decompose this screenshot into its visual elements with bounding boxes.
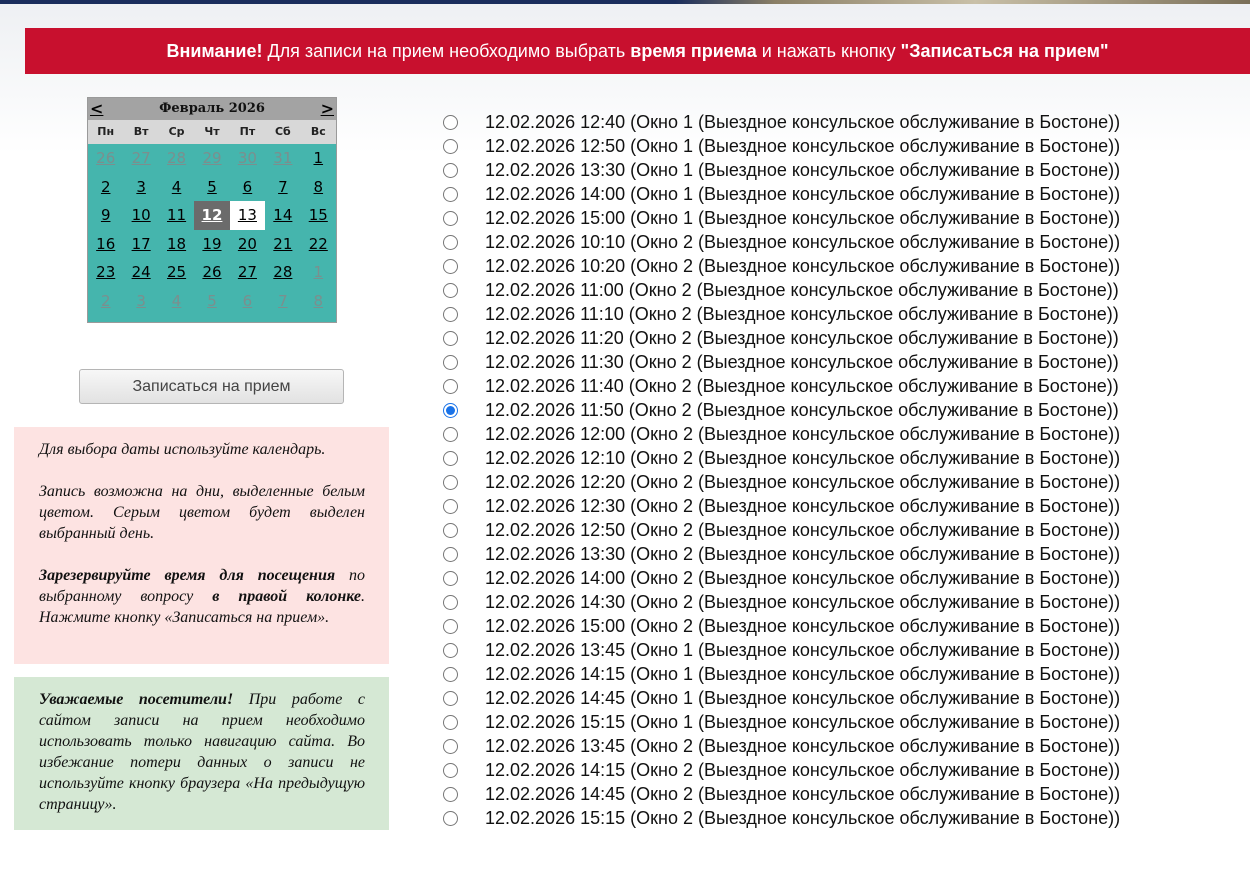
calendar-day: 26 <box>96 149 116 167</box>
time-slot-label: 12.02.2026 12:50 (Окно 1 (Выездное консульское обслуживание в Бостоне)) <box>485 135 1121 156</box>
calendar-day: 28 <box>167 149 187 167</box>
calendar-day: 3 <box>136 291 146 310</box>
radio-button[interactable] <box>443 739 458 754</box>
calendar-day[interactable]: 17 <box>131 234 151 253</box>
weekday-label: Вт <box>133 125 149 138</box>
warning-bold: Уважаемые посетители! <box>39 691 234 708</box>
time-slot-label: 12.02.2026 11:10 (Окно 2 (Выездное консульское обслуживание в Бостоне)) <box>485 303 1119 324</box>
time-slot-label: 12.02.2026 11:20 (Окно 2 (Выездное консульское обслуживание в Бостоне)) <box>485 327 1119 348</box>
next-month-link[interactable]: > <box>320 99 334 118</box>
radio-button[interactable] <box>443 235 458 250</box>
radio-button[interactable] <box>443 187 458 202</box>
warning-text <box>39 689 365 815</box>
radio-button[interactable] <box>443 643 458 658</box>
notice-attention: Внимание! <box>166 41 263 61</box>
time-slot-label: 12.02.2026 11:00 (Окно 2 (Выездное консульское обслуживание в Бостоне)) <box>485 279 1119 300</box>
time-slot-label: 12.02.2026 12:40 (Окно 1 (Выездное консульское обслуживание в Бостоне)) <box>485 111 1121 132</box>
time-slot-option[interactable] <box>440 182 1240 206</box>
time-slot-label: 12.02.2026 11:30 (Окно 2 (Выездное консульское обслуживание в Бостоне)) <box>485 351 1119 372</box>
time-slot-option[interactable] <box>440 518 1240 542</box>
radio-button[interactable] <box>443 811 458 826</box>
weekday-label: Сб <box>274 125 291 138</box>
instructions-p3-bold2: в правой колонке <box>212 588 362 605</box>
notice-bold-2: "Записаться на прием" <box>900 41 1109 61</box>
calendar-day[interactable]: 26 <box>202 263 222 282</box>
calendar-day: 2 <box>100 291 111 310</box>
radio-button[interactable] <box>443 259 458 274</box>
attention-notice <box>25 28 1250 74</box>
calendar-day[interactable]: 18 <box>167 234 187 253</box>
instructions-box <box>14 427 389 664</box>
weekday-label: Ср <box>168 125 185 138</box>
radio-button[interactable] <box>443 211 458 226</box>
time-slot-option[interactable] <box>440 278 1240 302</box>
time-slot-list <box>440 110 1240 830</box>
time-slot-option[interactable] <box>440 254 1240 278</box>
time-slot-option[interactable] <box>440 374 1240 398</box>
time-slot-label: 12.02.2026 12:20 (Окно 2 (Выездное консульское обслуживание в Бостоне)) <box>485 471 1121 492</box>
time-slot-label: 12.02.2026 14:45 (Окно 1 (Выездное консульское обслуживание в Бостоне)) <box>485 687 1121 708</box>
calendar-day: 31 <box>273 149 293 167</box>
radio-button[interactable] <box>443 547 458 562</box>
calendar-day[interactable]: 16 <box>96 234 116 253</box>
time-slot-label: 12.02.2026 12:10 (Окно 2 (Выездное консульское обслуживание в Бостоне)) <box>485 447 1121 468</box>
time-slot-label: 12.02.2026 11:40 (Окно 2 (Выездное консульское обслуживание в Бостоне)) <box>485 375 1119 396</box>
time-slot-option[interactable] <box>440 686 1240 710</box>
calendar-day[interactable]: 9 <box>100 206 111 225</box>
time-slot-option[interactable] <box>440 446 1240 470</box>
radio-button[interactable] <box>443 163 458 178</box>
calendar-day[interactable]: 4 <box>171 177 182 196</box>
calendar-weekdays <box>88 120 336 144</box>
instructions-p3-bold: Зарезервируйте время для посещения <box>39 567 336 584</box>
calendar-day[interactable]: 14 <box>273 206 293 225</box>
time-slot-option[interactable] <box>440 422 1240 446</box>
radio-button[interactable] <box>443 355 458 370</box>
calendar-day: 27 <box>131 149 151 167</box>
time-slot-option[interactable] <box>440 590 1240 614</box>
time-slot-label: 12.02.2026 15:15 (Окно 2 (Выездное консульское обслуживание в Бостоне)) <box>485 807 1121 828</box>
time-slot-label: 12.02.2026 12:30 (Окно 2 (Выездное консульское обслуживание в Бостоне)) <box>485 495 1121 516</box>
time-slot-label: 12.02.2026 14:15 (Окно 1 (Выездное консульское обслуживание в Бостоне)) <box>485 663 1121 684</box>
weekday-label: Вс <box>310 125 326 138</box>
radio-button[interactable] <box>443 715 458 730</box>
calendar-day[interactable]: 5 <box>207 177 217 196</box>
time-slot-option[interactable] <box>440 230 1240 254</box>
time-slot-option[interactable] <box>440 398 1240 422</box>
time-slot-option[interactable] <box>440 350 1240 374</box>
prev-month-link[interactable]: < <box>90 99 104 118</box>
calendar-day: 4 <box>171 291 182 310</box>
calendar-day-selected[interactable]: 12 <box>194 201 229 230</box>
calendar-day[interactable]: 2 <box>100 177 111 196</box>
calendar-day[interactable]: 19 <box>202 234 222 253</box>
time-slot-label: 12.02.2026 11:50 (Окно 2 (Выездное консульское обслуживание в Бостоне)) <box>485 399 1119 420</box>
radio-button[interactable] <box>443 379 458 394</box>
time-slot-option[interactable] <box>440 542 1240 566</box>
radio-button[interactable] <box>443 691 458 706</box>
calendar-day[interactable]: 3 <box>136 177 146 196</box>
time-slot-option[interactable] <box>440 782 1240 806</box>
time-slot-label: 12.02.2026 13:30 (Окно 1 (Выездное консульское обслуживание в Бостоне)) <box>485 159 1121 180</box>
radio-button[interactable] <box>443 499 458 514</box>
time-slot-option[interactable] <box>440 206 1240 230</box>
time-slot-label: 12.02.2026 14:00 (Окно 1 (Выездное консульское обслуживание в Бостоне)) <box>485 183 1121 204</box>
time-slot-option[interactable] <box>440 470 1240 494</box>
time-slot-label: 12.02.2026 15:00 (Окно 2 (Выездное консульское обслуживание в Бостоне)) <box>485 615 1121 636</box>
radio-button[interactable] <box>443 283 458 298</box>
notice-text-1: Для записи на прием необходимо выбрать <box>262 41 631 61</box>
calendar-day[interactable]: 1 <box>313 149 324 167</box>
radio-button[interactable] <box>443 307 458 322</box>
calendar-day[interactable]: 15 <box>308 206 328 225</box>
warning-box <box>14 677 389 830</box>
calendar-day[interactable]: 28 <box>273 263 293 282</box>
time-slot-option[interactable] <box>440 566 1240 590</box>
radio-button[interactable] <box>443 667 458 682</box>
warning-body: При работе с сайтом записи на прием необходимо использовать только навигацию сайта. Во избежание потери данных о записи не используйте кнопку браузера «На предыдущую страницу». <box>39 691 365 813</box>
time-slot-label: 12.02.2026 12:00 (Окно 2 (Выездное консульское обслуживание в Бостоне)) <box>485 423 1121 444</box>
calendar-day: 5 <box>207 291 217 310</box>
time-slot-label: 12.02.2026 13:30 (Окно 2 (Выездное консульское обслуживание в Бостоне)) <box>485 543 1121 564</box>
calendar-day: 8 <box>313 291 324 310</box>
time-slot-option[interactable] <box>440 110 1240 134</box>
time-slot-option[interactable] <box>440 758 1240 782</box>
notice-text-2: и нажать кнопку <box>756 41 901 61</box>
radio-button[interactable] <box>443 115 458 130</box>
calendar-header <box>88 98 336 120</box>
time-slot-label: 12.02.2026 14:00 (Окно 2 (Выездное консульское обслуживание в Бостоне)) <box>485 567 1121 588</box>
calendar-day[interactable]: 27 <box>237 263 257 282</box>
time-slot-label: 12.02.2026 14:15 (Окно 2 (Выездное консульское обслуживание в Бостоне)) <box>485 759 1121 780</box>
time-slot-label: 12.02.2026 14:30 (Окно 2 (Выездное консульское обслуживание в Бостоне)) <box>485 591 1121 612</box>
time-slot-option[interactable] <box>440 806 1240 830</box>
radio-button[interactable] <box>443 523 458 538</box>
calendar-day[interactable]: 24 <box>131 263 151 282</box>
time-slot-label: 12.02.2026 13:45 (Окно 1 (Выездное консульское обслуживание в Бостоне)) <box>485 639 1121 660</box>
instructions-p1: Для выбора даты используйте календарь. <box>39 441 326 458</box>
radio-button[interactable] <box>443 427 458 442</box>
time-slot-label: 12.02.2026 15:00 (Окно 1 (Выездное консульское обслуживание в Бостоне)) <box>485 207 1121 228</box>
calendar-day[interactable]: 6 <box>242 177 253 196</box>
calendar-day: 6 <box>242 291 253 310</box>
calendar-day[interactable]: 21 <box>273 234 293 253</box>
calendar-day: 7 <box>278 291 288 310</box>
time-slot-option[interactable] <box>440 734 1240 758</box>
time-slot-option[interactable] <box>440 614 1240 638</box>
calendar-month-title: Февраль 2026 <box>159 101 265 116</box>
calendar-day: 30 <box>237 149 257 167</box>
instructions-p3-text: по выбранному вопросу <box>39 567 365 605</box>
radio-button[interactable] <box>443 763 458 778</box>
time-slot-option[interactable] <box>440 326 1240 350</box>
instructions-p3 <box>39 565 365 628</box>
calendar-day[interactable]: 22 <box>308 234 328 253</box>
time-slot-option[interactable] <box>440 158 1240 182</box>
instructions-p2: Запись возможна на дни, выделенные белым цветом. Серым цветом будет выделен выбранный день. <box>39 483 365 542</box>
time-slot-label: 12.02.2026 14:45 (Окно 2 (Выездное консульское обслуживание в Бостоне)) <box>485 783 1121 804</box>
time-slot-option[interactable] <box>440 134 1240 158</box>
radio-button[interactable] <box>443 139 458 154</box>
calendar-day-available[interactable]: 13 <box>230 201 265 230</box>
time-slot-option[interactable] <box>440 662 1240 686</box>
time-slot-label: 12.02.2026 10:10 (Окно 2 (Выездное консульское обслуживание в Бостоне)) <box>485 231 1121 252</box>
calendar-day[interactable]: 8 <box>313 177 324 196</box>
weekday-label: Пн <box>97 125 115 138</box>
radio-button[interactable] <box>443 595 458 610</box>
calendar-day[interactable]: 25 <box>167 263 187 282</box>
time-slot-label: 12.02.2026 13:45 (Окно 2 (Выездное консульское обслуживание в Бостоне)) <box>485 735 1121 756</box>
time-slot-option[interactable] <box>440 710 1240 734</box>
radio-button[interactable] <box>443 451 458 466</box>
instructions-p3-text2: . Нажмите кнопку «Записаться на прием». <box>39 588 366 626</box>
calendar-day[interactable]: 11 <box>167 206 187 225</box>
time-slot-label: 12.02.2026 10:20 (Окно 2 (Выездное консульское обслуживание в Бостоне)) <box>485 255 1121 276</box>
notice-bold-1: время приема <box>630 41 757 61</box>
time-slot-option[interactable] <box>440 638 1240 662</box>
radio-button[interactable] <box>443 787 458 802</box>
calendar-day[interactable]: 20 <box>237 234 257 253</box>
calendar-day: 29 <box>202 149 222 167</box>
radio-button[interactable] <box>443 475 458 490</box>
time-slot-label: 12.02.2026 15:15 (Окно 1 (Выездное консульское обслуживание в Бостоне)) <box>485 711 1121 732</box>
weekday-label: Чт <box>204 125 220 138</box>
weekday-label: Пт <box>239 125 256 138</box>
book-appointment-button[interactable]: Записаться на прием <box>79 369 344 404</box>
calendar-day[interactable]: 10 <box>131 206 151 225</box>
calendar-day[interactable]: 23 <box>96 263 116 282</box>
calendar-days-grid <box>88 144 336 316</box>
radio-button[interactable] <box>443 571 458 586</box>
radio-button-checked[interactable] <box>443 403 458 418</box>
time-slot-label: 12.02.2026 12:50 (Окно 2 (Выездное консульское обслуживание в Бостоне)) <box>485 519 1121 540</box>
radio-button[interactable] <box>443 619 458 634</box>
date-calendar <box>87 97 337 323</box>
time-slot-option[interactable] <box>440 302 1240 326</box>
calendar-day: 1 <box>313 263 324 282</box>
calendar-day[interactable]: 7 <box>278 177 288 196</box>
radio-button[interactable] <box>443 331 458 346</box>
time-slot-option[interactable] <box>440 494 1240 518</box>
